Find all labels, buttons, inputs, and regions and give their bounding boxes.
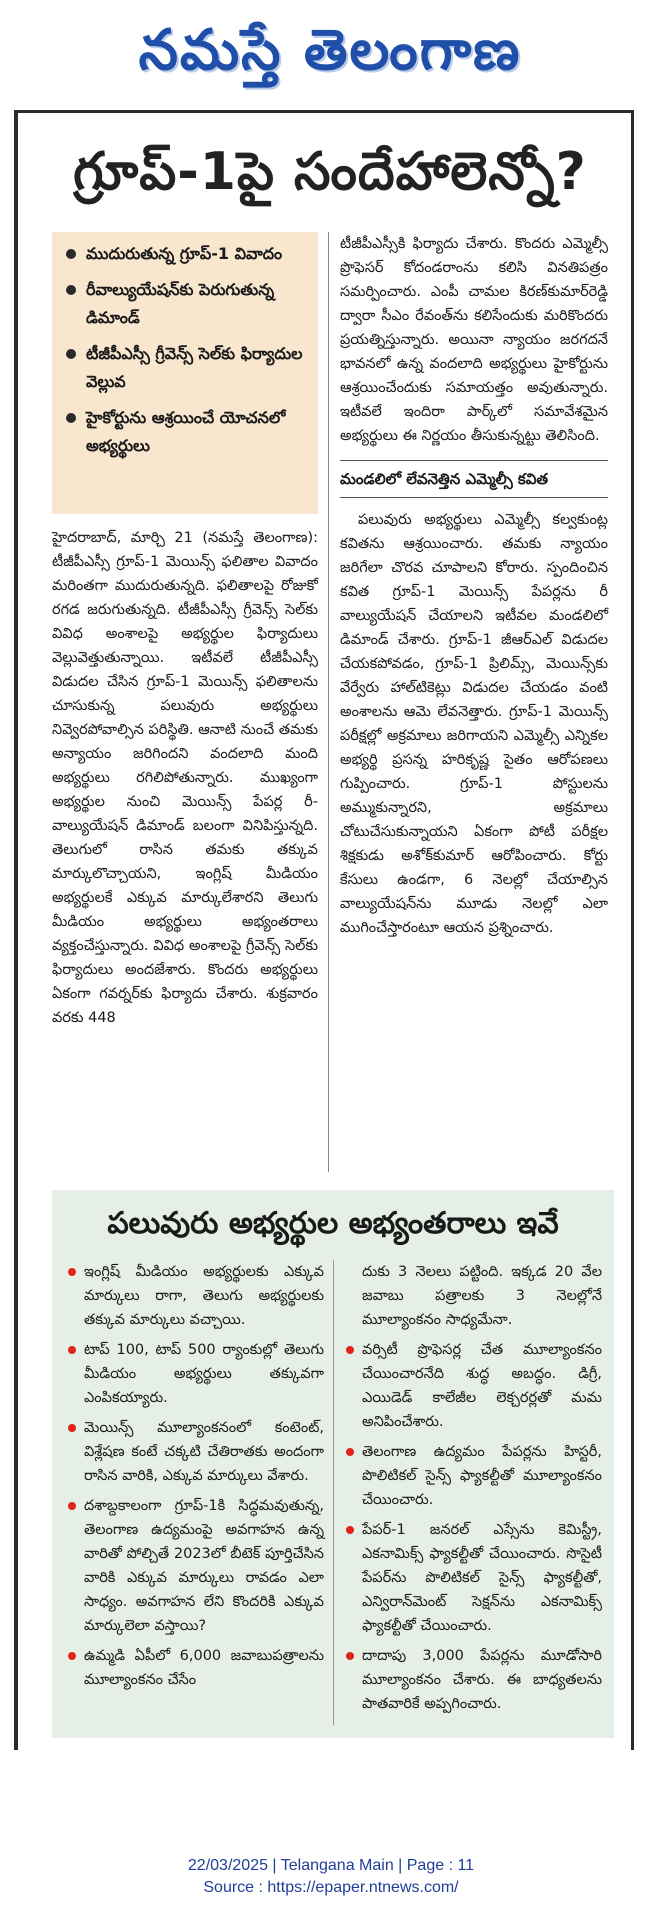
newspaper-logo: నమస్తే తెలంగాణ xyxy=(138,17,522,83)
article-headline: గ్రూప్-1పై సందేహాలెన్నో? xyxy=(73,142,587,202)
article-body-right-2: పలువురు అభ్యర్థులు ఎమ్మెల్సీ కల్వకుంట్ల కవితను ఆశ్రయించారు. తమకు న్యాయం జరిగేలా చొరవ చూపాలని కోరారు. స్పందించిన కవిత గ్రూప్-1 మెయిన్స్ పేపర్లను రీ వాల్యుయేషన్ చేయాలని ఇటీవల మండలిలో డిమాండ్ చేశారు. గ్రూప్-1 జీఆర్‌ఎల్ విడుదల చేయకపోవడం, గ్రూప్-1 ప్రిలిమ్స్, మెయిన్స్‌కు వేర్వేరు హాల్‌టికెట్లు విడుదల చేయడం వంటి అంశాలను ఆమె లేవనెత్తారు. గ్రూప్-1 మెయిన్స్ పరీక్షల్లో అక్రమాలు జరిగాయని ఎమ్మెల్సీ ఎన్నికల అభ్యర్థి ప్రసన్న హరికృష్ణ సైతం ఆరోపణలు గుప్పించారు. గ్రూప్-1 పోస్టులను అమ్ముకున్నారని, అక్రమాలు చోటుచేసుకున్నాయని ఏకంగా పోటీ పరీక్షల శిక్షకుడు అశోక్‌కుమార్ ఆరోపించారు. కోర్టు కేసులు ఉండగా, 6 నెలల్లో చేయాల్సిన వాల్యుయేషన్‌ను మూడు నెలల్లో ఎలా ముగించేస్తారంటూ ఆయన ప్రశ్నించారు. xyxy=(340,512,608,936)
page-footer xyxy=(0,1855,662,1899)
article-column-right xyxy=(340,232,608,940)
objections-panel xyxy=(52,1190,614,1738)
highlight-item: హైకోర్టును ఆశ్రయించే యోచనలో అభ్యర్థులు xyxy=(66,404,308,460)
highlight-item: ముదురుతున్న గ్రూప్-1 వివాదం xyxy=(66,240,308,268)
article-subhead: మండలిలో లేవనెత్తిన ఎమ్మెల్సీ కవిత xyxy=(340,460,608,498)
objection-item: పేపర్-1 జనరల్ ఎస్సేను కెమిస్ట్రీ, ఎకనామిక్స్ ఫ్యాకల్టీతో చేయించారు. సొసైటీ పేపర్‌ను పొలిటికల్ సైన్స్ ఫ్యాకల్టీతో, ఎన్విరాన్‌మెంట్ సెక్షన్‌ను ఎకనామిక్స్ ఫ్యాకల్టీతో చేయించారు. xyxy=(344,1518,602,1638)
objection-item: వర్సిటీ ప్రొఫెసర్ల చేత మూల్యాంకనం చేయించారనేది శుద్ధ అబద్ధం. డిగ్రీ, ఎయిడెడ్ కాలేజీల లెక్చరర్లతో మమ అనిపించేశారు. xyxy=(344,1338,602,1434)
objections-panel-title: పలువురు అభ్యర్థుల అభ్యంతరాలు ఇవే xyxy=(107,1206,559,1241)
masthead xyxy=(0,0,662,110)
article-frame-right xyxy=(631,110,634,1750)
objection-item: ఇంగ్లిష్ మీడియం అభ్యర్థులకు ఎక్కువ మార్కులు రాగా, తెలుగు అభ్యర్థులకు తక్కువ మార్కులు వచ్చాయి. xyxy=(66,1260,324,1332)
article-body-left: హైదరాబాద్, మార్చి 21 (నమస్తే తెలంగాణ): టీజీపీఎస్సీ గ్రూప్-1 మెయిన్స్ ఫలితాల వివాదం మరింతగా ముదురుతున్నది. ఫలితాలపై రోజుకో రగడ జరుగుతున్నది. టీజీపీఎస్సీ గ్రీవెన్స్ సెల్‌కు వివిధ అంశాలపై అభ్యర్థుల ఫిర్యాదులు వెల్లువెత్తుతున్నాయి. ఇటీవలే టీజీపీఎస్సీ విడుదల చేసిన గ్రూప్-1 మెయిన్స్ ఫలితాలను చూసుకున్న పలువురు అభ్యర్థులు నివ్వెరపోవాల్సిన పరిస్థితి. ఆనాటి నుంచే తమకు అన్యాయం జరిగిందని వందలాది మంది అభ్యర్థులు రగిలిపోతున్నారు. ముఖ్యంగా అభ్యర్థుల నుంచి మెయిన్స్ పేపర్ల రీ-వాల్యుయేషన్ డిమాండ్ బలంగా వినిపిస్తున్నది. తెలుగులో రాసిన తమకు తక్కువ మార్కులొచ్చాయని, ఇంగ్లిష్ మీడియం అభ్యర్థులకే ఎక్కువ మార్కులేశారని తెలుగు మీడియం అభ్యర్థులు అభ్యంతరాలు వ్యక్తంచేస్తున్నారు. వివిధ అంశాలపై గ్రీవెన్స్ సెల్‌కు ఫిర్యాదులు అందజేశారు. కొందరు అభ్యర్థులు ఏకంగా గవర్నర్‌కు ఫిర్యాదు చేశారు. శుక్రవారం వరకు 448 xyxy=(52,530,318,1026)
article-column-left xyxy=(52,526,318,1030)
footer-date-line: 22/03/2025 | Telangana Main | Page : 11 xyxy=(187,1857,475,1874)
article-frame-top xyxy=(14,110,634,113)
objection-item: టాప్ 100, టాప్ 500 ర్యాంకుల్లో తెలుగు మీడియం అభ్యర్థులు తక్కువగా ఎంపికయ్యారు. xyxy=(66,1338,324,1410)
objection-item: తెలంగాణ ఉద్యమం పేపర్లను హిస్టరీ, పొలిటికల్ సైన్స్ ఫ్యాకల్టీతో మూల్యాంకనం చేయించారు. xyxy=(344,1440,602,1512)
column-divider xyxy=(328,232,329,1172)
objection-item: దశాబ్దకాలంగా గ్రూప్-1కి సిద్ధమవుతున్న, తెలంగాణ ఉద్యమంపై అవగాహన ఉన్న వారితో పోల్చితే 2023లో బీటెక్ పూర్తిచేసిన వారికి ఎక్కువ మార్కులు రావడం ఎలా సాధ్యం. అవగాహన లేని కొందరికి ఎక్కువ మార్కులెలా వస్తాయి? xyxy=(66,1494,324,1638)
article-frame-left xyxy=(14,110,18,1750)
footer-source-line[interactable]: Source : https://epaper.ntnews.com/ xyxy=(203,1879,459,1896)
objection-item: ఉమ్మడి ఏపీలో 6,000 జవాబుపత్రాలను మూల్యాంకనం చేసేం xyxy=(66,1644,324,1692)
highlight-item: టీజీపీఎస్సీ గ్రీవెన్స్ సెల్‌కు ఫిర్యాదుల వెల్లువ xyxy=(66,340,308,396)
highlights-box xyxy=(52,232,318,514)
panel-divider xyxy=(333,1260,334,1725)
objection-item-continued: దుకు 3 నెలలు పట్టింది. ఇక్కడ 20 వేల జవాబు పత్రాలకు 3 నెలల్లోనే మూల్యాంకనం సాధ్యమేనా. xyxy=(362,1264,602,1328)
objections-left-column xyxy=(66,1260,324,1698)
article-body-right-1: టీజీపీఎస్సీకి ఫిర్యాదు చేశారు. కొందరు ఎమ్మెల్సీ ప్రొఫెసర్ కోదండరాంను కలిసి వినతిపత్రం సమర్పించారు. ఎంపీ చామల కిరణ్‌కుమార్‌రెడ్డి ద్వారా సీఎం రేవంత్‌ను కలిసేందుకు మరికొందరు ప్రయత్నిస్తున్నారు. అయినా న్యాయం జరగదనే భావనలో ఉన్న వందలాది అభ్యర్థులు హైకోర్టును ఆశ్రయించేందుకు సమాయత్తం అవుతున్నారు. ఇటీవలే ఇందిరా పార్క్‌లో సమావేశమైన అభ్యర్థులు ఈ నిర్ణయం తీసుకున్నట్టు తెలిసింది. xyxy=(340,236,608,444)
objection-item: దాదాపు 3,000 పేపర్లను మూడోసారి మూల్యాంకనం చేశారు. ఈ బాధ్యతలను పాతవారికే అప్పగించారు. xyxy=(344,1644,602,1716)
objection-item: మెయిన్స్ మూల్యాంకనంలో కంటెంట్, విశ్లేషణ కంటే చక్కటి చేతిరాతకు అందంగా రాసిన వారికి, ఎక్కువ మార్కులు వేశారు. xyxy=(66,1416,324,1488)
objections-right-column xyxy=(344,1260,602,1722)
highlight-item: రీవాల్యుయేషన్‌కు పెరుగుతున్న డిమాండ్ xyxy=(66,276,308,332)
